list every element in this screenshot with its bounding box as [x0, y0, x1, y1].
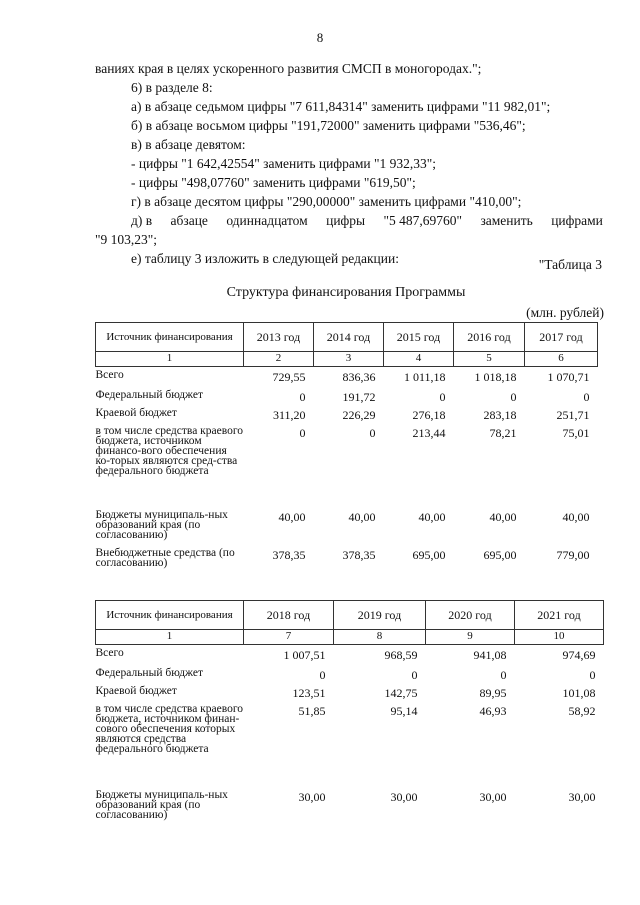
row-label: Федеральный бюджет — [95, 666, 203, 679]
paragraph-line-9-word: заменить — [480, 213, 533, 228]
year-header: 2020 год — [426, 601, 515, 630]
cell-value: 95,14 — [390, 703, 418, 718]
cell-value: 0 — [510, 389, 517, 404]
paragraph-line-10: "9 103,23"; — [95, 232, 158, 247]
table-row — [96, 507, 598, 545]
table-1-number-row — [96, 352, 598, 367]
cell-value: 0 — [500, 667, 507, 682]
cell-value: 226,29 — [342, 407, 376, 422]
cell-value: 0 — [299, 389, 306, 404]
column-number: 4 — [384, 352, 454, 367]
cell-value: 974,69 — [562, 648, 596, 662]
paragraph-line-11: е) таблицу 3 изложить в следующей редакции: — [131, 251, 399, 266]
paragraph-line-4: б) в абзаце восьмом цифры "191,72000" заменить цифрами "536,46"; — [131, 118, 526, 133]
paragraph-line-9-word: д) в — [131, 213, 153, 228]
table-row — [96, 701, 604, 787]
paragraph-line-7: - цифры "498,07760" заменить цифрами "619,50"; — [131, 175, 416, 190]
paragraph-line-9 — [131, 213, 603, 229]
cell-value: 30,00 — [568, 789, 596, 804]
cell-value: 251,71 — [556, 407, 590, 422]
paragraph-line-9-word: одиннадцатом — [226, 213, 308, 228]
cell-value: 75,01 — [562, 425, 590, 440]
column-number: 7 — [244, 630, 334, 645]
page-number: 8 — [316, 30, 324, 45]
row-label: Краевой бюджет — [95, 406, 177, 419]
cell-value: 142,75 — [384, 685, 418, 700]
column-number: 1 — [96, 630, 244, 645]
cell-value: 1 007,51 — [283, 648, 326, 662]
table-row — [96, 423, 598, 507]
cell-value: 40,00 — [278, 509, 306, 524]
cell-value: 213,44 — [412, 425, 446, 440]
row-label: Бюджеты муниципаль-ных образований края (по согласованию) — [95, 508, 228, 541]
row-label: Бюджеты муниципаль-ных образований края (по согласованию) — [95, 788, 228, 821]
cell-value: 0 — [299, 425, 306, 440]
cell-value: 51,85 — [298, 703, 326, 718]
cell-value: 695,00 — [412, 547, 446, 562]
year-header: 2018 год — [244, 601, 334, 630]
cell-value: 1 070,71 — [547, 370, 590, 384]
cell-value: 40,00 — [418, 509, 446, 524]
cell-value: 968,59 — [384, 648, 418, 662]
table-1-header-row — [96, 323, 598, 352]
cell-value: 0 — [589, 667, 596, 682]
cell-value: 941,08 — [473, 648, 507, 662]
table-2-header-row — [96, 601, 604, 630]
row-label: в том числе средства краевого бюджета, источником финансо-вого обеспечения ко-торых являются сред-ства федерального бюджета — [95, 424, 243, 477]
paragraph-line-9-word: цифры — [326, 213, 366, 228]
cell-value: 101,08 — [562, 685, 596, 700]
paragraph-line-6: - цифры "1 642,42554" заменить цифрами "1 932,33"; — [131, 156, 437, 171]
table-row — [96, 665, 604, 683]
cell-value: 40,00 — [489, 509, 517, 524]
cell-value: 311,20 — [272, 407, 306, 422]
column-number: 1 — [96, 352, 244, 367]
cell-value: 1 011,18 — [403, 370, 446, 384]
column-number: 5 — [454, 352, 525, 367]
cell-value: 0 — [583, 389, 590, 404]
financing-table-2 — [95, 600, 604, 825]
units-label: (млн. рублей) — [526, 305, 604, 320]
cell-value: 729,55 — [272, 370, 306, 384]
cell-value: 378,35 — [272, 547, 306, 562]
cell-value: 58,92 — [568, 703, 596, 718]
table-row — [96, 405, 598, 423]
financing-table-1 — [95, 322, 598, 573]
table-row — [96, 367, 598, 387]
paragraph-line-9-word: цифрами — [551, 213, 603, 228]
column-number: 8 — [334, 630, 426, 645]
cell-value: 779,00 — [556, 547, 590, 562]
year-header: 2021 год — [515, 601, 604, 630]
cell-value: 836,36 — [342, 370, 376, 384]
row-label: в том числе средства краевого бюджета, источником финан-сового обеспечения которых являются средства федерального бюджета — [95, 702, 243, 755]
cell-value: 40,00 — [562, 509, 590, 524]
cell-value: 30,00 — [479, 789, 507, 804]
cell-value: 276,18 — [412, 407, 446, 422]
row-label: Федеральный бюджет — [95, 388, 203, 401]
row-label: Всего — [95, 369, 124, 381]
cell-value: 0 — [369, 425, 376, 440]
table-row — [96, 545, 598, 573]
cell-value: 30,00 — [298, 789, 326, 804]
column-number: 2 — [244, 352, 314, 367]
cell-value: 191,72 — [342, 389, 376, 404]
source-header: Источник финансирования — [96, 601, 244, 630]
column-number: 3 — [314, 352, 384, 367]
table-row — [96, 683, 604, 701]
cell-value: 89,95 — [479, 685, 507, 700]
cell-value: 1 018,18 — [474, 370, 517, 384]
table-row — [96, 387, 598, 405]
cell-value: 123,51 — [292, 685, 326, 700]
cell-value: 695,00 — [483, 547, 517, 562]
paragraph-line-1: ваниях края в целях ускоренного развития СМСП в моногородах."; — [95, 61, 482, 76]
year-header: 2014 год — [314, 323, 384, 352]
cell-value: 0 — [319, 667, 326, 682]
table-title: Структура финансирования Программы — [226, 285, 466, 300]
year-header: 2013 год — [244, 323, 314, 352]
column-number: 9 — [426, 630, 515, 645]
cell-value: 78,21 — [489, 425, 517, 440]
paragraph-line-5: в) в абзаце девятом: — [131, 137, 246, 152]
year-header: 2016 год — [454, 323, 525, 352]
cell-value: 30,00 — [390, 789, 418, 804]
year-header: 2015 год — [384, 323, 454, 352]
cell-value: 283,18 — [483, 407, 517, 422]
table-2-number-row — [96, 630, 604, 645]
row-label: Внебюджетные средства (по согласованию) — [95, 546, 235, 569]
cell-value: 40,00 — [348, 509, 376, 524]
row-label: Всего — [95, 647, 124, 659]
paragraph-line-8: г) в абзаце десятом цифры "290,00000" заменить цифрами "410,00"; — [131, 194, 522, 209]
cell-value: 0 — [411, 667, 418, 682]
column-number: 10 — [515, 630, 604, 645]
table-row — [96, 645, 604, 665]
cell-value: 378,35 — [342, 547, 376, 562]
cell-value: 0 — [439, 389, 446, 404]
year-header: 2017 год — [525, 323, 598, 352]
column-number: 6 — [525, 352, 598, 367]
table-label: "Таблица 3 — [538, 257, 602, 272]
year-header: 2019 год — [334, 601, 426, 630]
paragraph-line-9-word: абзаце — [170, 213, 208, 228]
paragraph-line-9-word: "5 487,69760" — [383, 213, 463, 228]
cell-value: 46,93 — [479, 703, 507, 718]
table-row — [96, 787, 604, 825]
row-label: Краевой бюджет — [95, 684, 177, 697]
paragraph-line-3: а) в абзаце седьмом цифры "7 611,84314" заменить цифрами "11 982,01"; — [131, 99, 551, 114]
paragraph-line-2: 6) в разделе 8: — [131, 80, 213, 95]
source-header: Источник финансирования — [96, 323, 244, 352]
